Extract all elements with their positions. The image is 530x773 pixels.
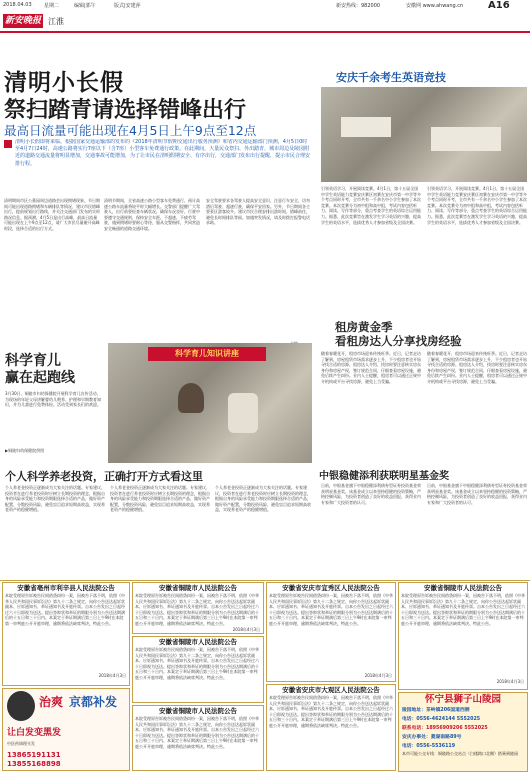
hair-phone-2: 13855168898: [7, 760, 61, 768]
hair-slogan: 京都补发: [69, 695, 118, 709]
lesson-body-col3: 个人养老金投资正逐渐成为大家关注的话题。专家建议，投资者在进行养老投资时应树立长期投资的理念，根据自身的风险承受能力和投资期限选择合适的产品，做好资产配置，分散投资风险，避免盲目追求短期高收益，实现养老资产的稳健增值。: [215, 485, 311, 513]
notice-2: [132, 582, 264, 634]
photo-banner: 科学育儿知识讲座: [148, 347, 266, 361]
notice-4: [132, 705, 264, 771]
bullet-icon: [4, 140, 12, 148]
lecture-photo: [108, 343, 312, 463]
notice-1: [2, 582, 130, 686]
cemetery-ad: [398, 692, 528, 772]
exam-photo: [321, 87, 527, 182]
notice-1-body: 本院受理原告诉被告民间借贷纠纷一案，因被告下落不明，依照《中华人民共和国民事诉讼法》第九十二条之规定，向你公告送达起诉状副本、应诉通知书、举证通知书及开庭传票。自本公告发出之日起经过六十日即视为送达。提出答辩状和举证的期限分别为公告送达期满后的十五日和三十日内。本案定于举证期满后第三日上午9时在本院第一审判庭公开开庭审理，逾期将依法缺席判决。特此公告。: [5, 593, 125, 626]
lesson-body-col2: 个人养老金投资正逐渐成为大家关注的话题。专家建议，投资者在进行养老投资时应树立长期投资的理念，根据自身的风险承受能力和投资期限选择合适的产品，做好资产配置，分散投资风险，避免盲目追求短期高收益，实现养老资产的稳健增值。: [110, 485, 210, 513]
science-body: 3月30日，铜陵市妇幼保健院开展科学育儿宣传活动，为现场的年轻父母讲解婴幼儿喂养、护理和早期教育知识，并为儿童进行免费体检。活动受到家长们的欢迎。: [5, 391, 101, 408]
newspaper-logo: 新安晚报: [4, 16, 41, 26]
notice-3: [132, 636, 264, 703]
notice-6-body: 本院受理原告诉被告民间借贷纠纷一案，因被告下落不明，依照《中华人民共和国民事诉讼法》第九十二条之规定，向你公告送达起诉状副本、应诉通知书、举证通知书及开庭传票。自本公告发出之日起经过六十日即视为送达。提出答辩状和举证的期限分别为公告送达期满后的十五日和三十日内。本案定于举证期满后第三日上午9时在本院第一审判庭公开开庭审理，逾期将依法缺席判决。特此公告。: [269, 695, 393, 728]
header-design: 版式|安建萍: [114, 3, 141, 9]
rent-title-2: 看租房达人分享找房经验: [335, 334, 462, 348]
lead-body-col3: 安全驾驶要求各驾驶人提高安全意识，注意行车安全，切勿酒后驾驶、超速行驶，确保平安回家。另外，节日期间各主要景区游客较多，建议市民合理安排出游时间，错峰前往，避免长时间排队等候。如遇突发情况，请及时拨打报警电话求助。: [206, 198, 310, 226]
lead-body-col1: 清明期间市区公墓园周边道路会出现拥堵现象。节日期间可能出现道路拥堵和车辆排队等情况，建议市民错峰出行，提前规划出行路线，并关注交通部门发布的实时路况信息。据预测，4月5日是出行高峰，最高日流量可能出现在上午9点至12点，请广大市民尽量避开高峰时段，选择合适的出行方式。: [4, 198, 100, 231]
notice-3-title: 安徽省铜陵市人民法院公告: [159, 638, 237, 646]
bank-title: 中银稳健添利获联明星基金奖: [319, 471, 449, 482]
lead-body-col2: 清明节期间，全省高速公路小型客车免费通行，预计高速公路车流量将较平时大幅增长。交警部门提醒广大驾驶人，出行前要检查车辆状况，确保车况良好，行驶中要遵守交通规则，保持安全车距，不超速、不疲劳驾驶，遇到拥堵时要耐心等待，服从交警指挥，共同营造安全畅通的道路交通环境。: [104, 198, 200, 231]
notice-7-date: 2018年4月3日: [496, 679, 524, 684]
students-body-col1: 引领英语学习，开展阅读竞赛。4月1日，第十五届全国中学生英语能力竞赛安庆赛区初赛在安庆市第一中学等多个考点同时开考，全市共有一千余名中小学生参加了本次竞赛。本次竞赛分为初中组和高中组，考试内容包括听力、阅读、写作等部分，重点考查学生的英语综合运用能力。据悉，此次竞赛旨在激发学生学习英语的兴趣，提高学生的英语水平，选拔优秀人才参加省级及全国决赛。: [321, 186, 421, 225]
notice-2-body: 本院受理原告诉被告民间借贷纠纷一案，因被告下落不明，依照《中华人民共和国民事诉讼法》第九十二条之规定，向你公告送达起诉状副本、应诉通知书、举证通知书及开庭传票。自本公告发出之日起经过六十日即视为送达。提出答辩状和举证的期限分别为公告送达期满后的十五日和三十日内。本案定于举证期满后第三日上午9时在本院第一审判庭公开开庭审理，逾期将依法缺席判决。特此公告。: [135, 593, 259, 626]
header-site: 安徽网 www.ahwang.cn: [406, 3, 464, 9]
notice-5-date: 2018年4月3日: [364, 673, 392, 678]
science-credit: ▶铜陵妇幼保健院供图: [5, 448, 45, 453]
notice-7-body: 本院受理原告诉被告民间借贷纠纷一案，因被告下落不明，依照《中华人民共和国民事诉讼法》第九十二条之规定，向你公告送达起诉状副本、应诉通知书、举证通知书及开庭传票。自本公告发出之日起经过六十日即视为送达。提出答辩状和举证的期限分别为公告送达期满后的十五日和三十日内。本案定于举证期满后第三日上午9时在本院第一审判庭公开开庭审理，逾期将依法缺席判决。特此公告。: [401, 593, 525, 626]
notice-7: [398, 582, 528, 690]
students-body-col2: 引领英语学习，开展阅读竞赛。4月1日，第十五届全国中学生英语能力竞赛安庆赛区初赛在安庆市第一中学等多个考点同时开考，全市共有一千余名中小学生参加了本次竞赛。本次竞赛分为初中组和高中组，考试内容包括听力、阅读、写作等部分，重点考查学生的英语综合运用能力。据悉，此次竞赛旨在激发学生学习英语的兴趣，提高学生的英语水平，选拔优秀人才参加省级及全国决赛。: [427, 186, 527, 225]
notice-5-title: 安徽省安庆市宜秀区人民法院公告: [282, 584, 380, 592]
notice-1-title: 安徽省亳州市利辛县人民法院公告: [17, 584, 115, 592]
lead-title-1: 清明小长假: [4, 70, 124, 96]
notice-5-body: 本院受理原告诉被告民间借贷纠纷一案，因被告下落不明，依照《中华人民共和国民事诉讼法》第九十二条之规定，向你公告送达起诉状副本、应诉通知书、举证通知书及开庭传票。自本公告发出之日起经过六十日即视为送达。提出答辩状和举证的期限分别为公告送达期满后的十五日和三十日内。本案定于举证期满后第三日上午9时在本院第一审判庭公开开庭审理，逾期将依法缺席判决。特此公告。: [269, 593, 393, 626]
cemetery-contact: 联系电话：18956909206 5552025: [402, 726, 488, 731]
lead-summary: 清明小长假即将来临。根据国家交通运输部的发布的《2018年清明节假期交通出行服务预测》和省内交通运输部门预测，4月5日0时至4月7日24时，高速公路将实行7座以下（含7座）小型客车免费通行政策。在此期间，大量民众祭扫、外出踏青，城市周边及陵园附近的道路交通流量将明显增加，交通事故可能增加，为了让市民在清明假期安全、有序出行，交通部门发布出行提醒，提示市民合理安排行程。: [15, 139, 311, 167]
lead-title-2: 祭扫踏青请选择错峰出行: [4, 98, 247, 123]
cemetery-address: 陵园地址：茶岭镇206国道西侧: [402, 708, 470, 713]
header-phone: 新安热线：982000: [336, 3, 381, 9]
lesson-title: 个人科学养老投资，正确打开方式看这里: [5, 470, 203, 483]
notice-5: [266, 582, 396, 682]
hair-phone-1: 13865191131: [7, 751, 61, 759]
header-editor: 编辑|郭午: [74, 3, 96, 9]
hair-line2: 中医药调理头发: [7, 741, 35, 746]
portrait-1: [7, 691, 35, 721]
students-title: 安庆千余考生英语竞技: [336, 71, 446, 84]
rent-title-1: 租房黄金季: [335, 320, 393, 334]
notice-7-title: 安徽省铜陵市人民法院公告: [424, 584, 502, 592]
header-date: 2018.04.03: [3, 2, 32, 8]
lesson-body-col1: 个人养老金投资正逐渐成为大家关注的话题。专家建议，投资者在进行养老投资时应树立长期投资的理念，根据自身的风险承受能力和投资期限选择合适的产品，做好资产配置，分散投资风险，避免盲目追求短期高收益，实现养老资产的稳健增值。: [5, 485, 105, 513]
page-number: A16: [488, 0, 510, 11]
science-title-2: 赢在起跑线: [5, 370, 75, 386]
notice-1-date: 2018年4月3日: [98, 673, 126, 678]
cemetery-phone: 电话：0556-4624144 5552025: [402, 717, 481, 722]
hair-line1: 让白发变黑发: [7, 728, 62, 738]
cemetery-office-phone: 电话：0556-5536119: [402, 744, 456, 749]
header-weekday: 星期二: [44, 3, 60, 9]
hair-ad: [2, 688, 130, 771]
notice-4-title: 安徽省铜陵市人民法院公告: [159, 707, 237, 715]
hair-brand: 治爽: [39, 695, 64, 709]
notice-4-body: 本院受理原告诉被告民间借贷纠纷一案，因被告下落不明，依照《中华人民共和国民事诉讼法》第九十二条之规定，向你公告送达起诉状副本、应诉通知书、举证通知书及开庭传票。自本公告发出之日起经过六十日即视为送达。提出答辩状和举证的期限分别为公告送达期满后的十五日和三十日内。本案定于举证期满后第三日上午9时在本院第一审判庭公开开庭审理，逾期将依法缺席判决。特此公告。: [135, 716, 259, 749]
notice-3-body: 本院受理原告诉被告民间借贷纠纷一案，因被告下落不明，依照《中华人民共和国民事诉讼法》第九十二条之规定，向你公告送达起诉状副本、应诉通知书、举证通知书及开庭传票。自本公告发出之日起经过六十日即视为送达。提出答辩状和举证的期限分别为公告送达期满后的十五日和三十日内。本案定于举证期满后第三日上午9时在本院第一审判庭公开开庭审理，逾期将依法缺席判决。特此公告。: [135, 647, 259, 680]
rent-body-col2: 随着春暖花开，租房市场迎来传统旺季。近日，记者走访了解到，房屋租赁市场需求逐步上升，不少租房者也开始寻找合适的房源。租房达人介绍，找房时要注意核实房东身份和房屋产权，签订规范合同，仔细查看房屋设施，避免后续产生纠纷。业内人士提醒，租房者可以通过正规中介机构或平台寻找房源，避免上当受骗。: [427, 351, 527, 384]
cemetery-footer: 本市可能公交专线：铜陵路公交站点（白楼路口北侧）搭乘到陵园: [402, 751, 518, 756]
section-name: 江淮: [48, 17, 64, 26]
cemetery-title: 怀宁县狮子山陵园: [424, 694, 501, 705]
notice-2-date: 2018年4月3日: [232, 627, 260, 632]
header-rule: [0, 31, 530, 33]
bank-body-col2: 日前，中银基金旗下中银稳健添利债券型证券投资基金荣获明星基金奖。该基金成立以来坚持稳健的投资策略，严格控制风险，为投资者创造了良好的收益回报，获得业内专家和广大投资者的认可。: [427, 483, 527, 505]
lead-subtitle: 最高日流量可能出现在4月5日上午9点至12点: [4, 123, 257, 138]
science-title-1: 科学育儿: [5, 353, 61, 369]
notice-6: [266, 684, 396, 771]
rent-body-col1: 随着春暖花开，租房市场迎来传统旺季。近日，记者走访了解到，房屋租赁市场需求逐步上升，不少租房者也开始寻找合适的房源。租房达人介绍，找房时要注意核实房东身份和房屋产权，签订规范合同，仔细查看房屋设施，避免后续产生纠纷。业内人士提醒，租房者可以通过正规中介机构或平台寻找房源，避免上当受骗。: [321, 351, 421, 384]
notice-2-title: 安徽省铜陵市人民法院公告: [159, 584, 237, 592]
bank-body-col1: 日前，中银基金旗下中银稳健添利债券型证券投资基金荣获明星基金奖。该基金成立以来坚持稳健的投资策略，严格控制风险，为投资者创造了良好的收益回报，获得业内专家和广大投资者的认可。: [321, 483, 421, 505]
notice-6-title: 安徽省安庆市大观区人民法院公告: [282, 686, 380, 694]
cemetery-office: 安庆办事处：菱湖南路89号: [402, 735, 462, 740]
